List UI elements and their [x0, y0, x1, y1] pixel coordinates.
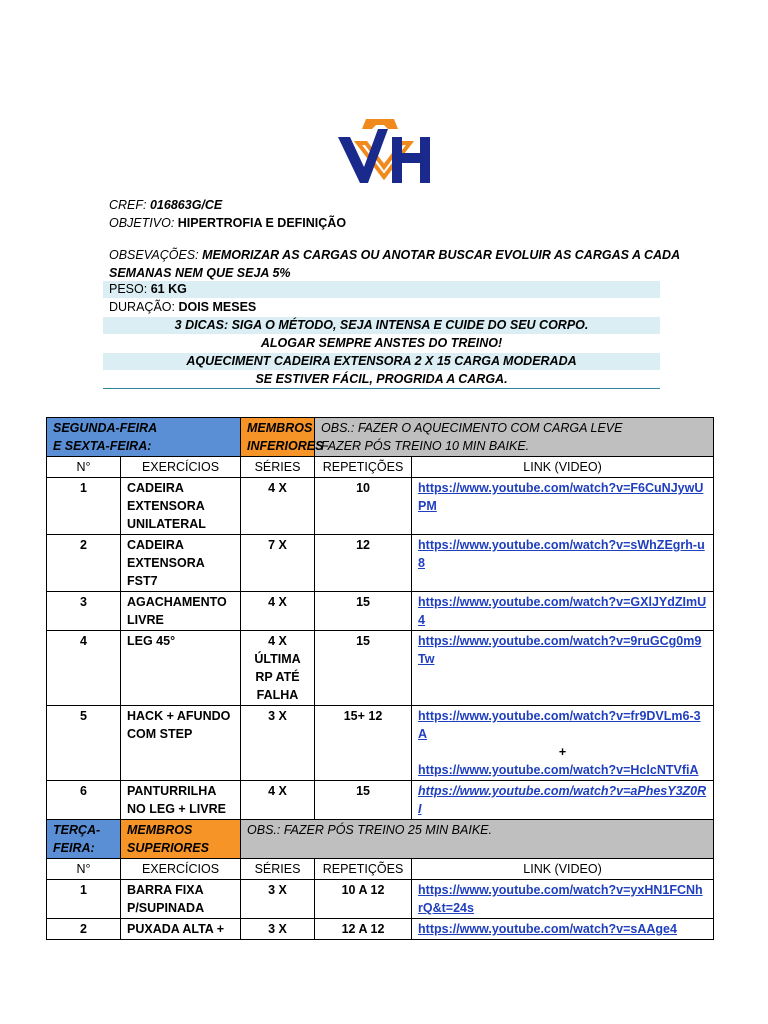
exercise-name: LEG 45° — [121, 631, 241, 706]
series-value: 4 X ÚLTIMA RP ATÉ FALHA — [241, 631, 315, 706]
tip-2: ALOGAR SEMPRE ANSTES DO TREINO! — [260, 336, 503, 350]
col-exercises: EXERCÍCIOS — [121, 859, 241, 880]
column-header-row — [47, 457, 714, 478]
table-row — [47, 478, 714, 535]
video-link[interactable]: https://www.youtube.com/watch?v=9ruGCg0m9Tw — [418, 634, 702, 666]
series-value: 4 X — [241, 478, 315, 535]
observations: OBSEVAÇÕES: MEMORIZAR AS CARGAS OU ANOTAR BUSCAR EVOLUIR AS CARGAS A CADA SEMANAS NEM QUE SEJA 5% — [109, 248, 681, 280]
reps-value: 15+ 12 — [315, 706, 412, 781]
day1-obs: OBS.: FAZER O AQUECIMENTO COM CARGA LEVE FAZER PÓS TREINO 10 MIN BAIKE. — [315, 418, 714, 457]
exercise-name: HACK + AFUNDO COM STEP — [121, 706, 241, 781]
day1-group: MEMBROS INFERIORES — [241, 418, 315, 457]
table-row — [47, 919, 714, 940]
col-number: N° — [47, 859, 121, 880]
row-number: 3 — [47, 592, 121, 631]
table-row — [47, 880, 714, 919]
row-number: 6 — [47, 781, 121, 820]
day2-header-row — [47, 820, 714, 859]
day2-obs: OBS.: FAZER PÓS TREINO 25 MIN BAIKE. — [241, 820, 714, 859]
training-table — [46, 417, 714, 940]
column-header-row — [47, 859, 714, 880]
row-number: 2 — [47, 919, 121, 940]
row-number: 4 — [47, 631, 121, 706]
video-link[interactable]: https://www.youtube.com/watch?v=yxHN1FCNhrQ&t=24s — [418, 883, 703, 915]
row-number: 5 — [47, 706, 121, 781]
video-link[interactable]: https://www.youtube.com/watch?v=sAAge4 — [418, 922, 677, 936]
day1-header-row — [47, 418, 714, 457]
video-link[interactable]: https://www.youtube.com/watch?v=GXlJYdZImU4 — [418, 595, 707, 627]
exercise-name: AGACHAMENTO LIVRE — [121, 592, 241, 631]
reps-value: 10 A 12 — [315, 880, 412, 919]
col-number: N° — [47, 457, 121, 478]
video-link[interactable]: https://www.youtube.com/watch?v=F6CuNJywUPM — [418, 481, 704, 513]
video-link[interactable]: https://www.youtube.com/watch?v=fr9DVLm6-3A — [418, 709, 701, 741]
exercise-name: CADEIRA EXTENSORA FST7 — [121, 535, 241, 592]
exercise-name: BARRA FIXA P/SUPINADA — [121, 880, 241, 919]
exercise-name: PUXADA ALTA + — [121, 919, 241, 940]
video-link-2[interactable]: https://www.youtube.com/watch?v=HclcNTVfiA — [418, 763, 699, 777]
series-value: 3 X — [241, 919, 315, 940]
tip-1: 3 DICAS: SIGA O MÉTODO, SEJA INTENSA E CUIDE DO SEU CORPO. — [103, 317, 660, 334]
tip-4: SE ESTIVER FÁCIL, PROGRIDA A CARGA. — [103, 371, 660, 389]
reps-value: 10 — [315, 478, 412, 535]
series-value: 7 X — [241, 535, 315, 592]
col-series: SÉRIES — [241, 859, 315, 880]
reps-value: 15 — [315, 781, 412, 820]
col-link: LINK (VIDEO) — [412, 457, 714, 478]
reps-value: 15 — [315, 631, 412, 706]
brand-logo — [336, 115, 432, 187]
series-value: 3 X — [241, 880, 315, 919]
col-exercises: EXERCÍCIOS — [121, 457, 241, 478]
col-series: SÉRIES — [241, 457, 315, 478]
day2-group: MEMBROS SUPERIORES — [121, 820, 241, 859]
table-row — [47, 535, 714, 592]
series-value: 4 X — [241, 592, 315, 631]
table-row — [47, 781, 714, 820]
duration-band: DURAÇÃO: DOIS MESES — [109, 300, 257, 314]
reps-value: 12 A 12 — [315, 919, 412, 940]
table-row — [47, 631, 714, 706]
col-link: LINK (VIDEO) — [412, 859, 714, 880]
plus-sign: + — [558, 745, 567, 759]
table-row — [47, 706, 714, 781]
day2-days: TERÇA- FEIRA: — [47, 820, 121, 859]
reps-value: 15 — [315, 592, 412, 631]
series-value: 4 X — [241, 781, 315, 820]
objective-line: OBJETIVO: HIPERTROFIA E DEFINIÇÃO — [109, 216, 347, 230]
reps-value: 12 — [315, 535, 412, 592]
weight-band: PESO: 61 KG — [103, 281, 660, 298]
cref-line: CREF: 016863G/CE — [109, 198, 223, 212]
video-link[interactable]: https://www.youtube.com/watch?v=aPhesY3Z0RI — [418, 784, 707, 816]
row-number: 2 — [47, 535, 121, 592]
col-reps: REPETIÇÕES — [315, 859, 412, 880]
exercise-name: PANTURRILHA NO LEG + LIVRE — [121, 781, 241, 820]
tip-3: AQUECIMENT CADEIRA EXTENSORA 2 X 15 CARGA MODERADA — [103, 353, 660, 370]
row-number: 1 — [47, 880, 121, 919]
table-row — [47, 592, 714, 631]
col-reps: REPETIÇÕES — [315, 457, 412, 478]
exercise-name: CADEIRA EXTENSORA UNILATERAL — [121, 478, 241, 535]
video-link[interactable]: https://www.youtube.com/watch?v=sWhZEgrh-u8 — [418, 538, 705, 570]
day1-days: SEGUNDA-FEIRA E SEXTA-FEIRA: — [47, 418, 241, 457]
row-number: 1 — [47, 478, 121, 535]
series-value: 3 X — [241, 706, 315, 781]
